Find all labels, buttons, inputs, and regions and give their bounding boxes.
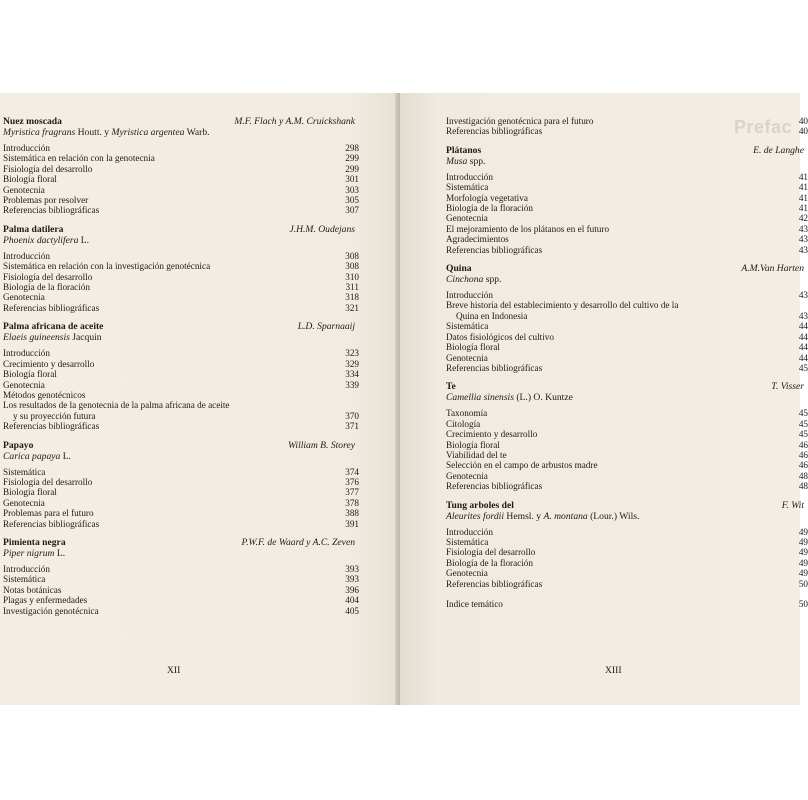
- toc-entry-page: 49: [798, 547, 808, 558]
- toc-entry: [446, 182, 808, 192]
- toc-section: [446, 145, 808, 255]
- toc-section-title: Palma datilera: [3, 223, 64, 235]
- toc-entry: [3, 380, 359, 390]
- toc-species-name: [3, 451, 359, 462]
- toc-entry: [3, 292, 359, 302]
- species-name-part: L.: [78, 234, 90, 246]
- right-page-number: XIII: [605, 665, 622, 676]
- toc-entry-page: 370: [345, 410, 359, 421]
- toc-entry-page: 49: [798, 557, 808, 568]
- toc-entry-page: 43: [798, 234, 808, 245]
- toc-entry-page: 46: [798, 449, 808, 460]
- toc-carryover: [446, 116, 808, 137]
- right-page: [400, 93, 808, 705]
- toc-entry: [446, 568, 808, 578]
- toc-entry-label: Indice temático: [446, 599, 503, 609]
- toc-entry: [446, 245, 808, 255]
- species-name-part: Phoenix dactylifera: [3, 234, 79, 246]
- toc-entry: [446, 579, 808, 589]
- toc-entry-label: Introducción: [446, 290, 493, 301]
- toc-entry-label: Genotecnia: [446, 568, 488, 579]
- toc-entry-label: Biología de la floración: [446, 557, 533, 568]
- toc-entry: [446, 332, 808, 342]
- toc-section-author: William B. Storey: [287, 439, 355, 451]
- toc-entry-page: 311: [345, 282, 359, 293]
- toc-section-header: [446, 381, 808, 392]
- toc-entry-label: Genotecnia: [446, 213, 488, 224]
- toc-entry-label: Sistemática: [446, 182, 489, 193]
- species-name-part: Musa: [446, 155, 468, 167]
- toc-entry-label: Biología floral: [3, 369, 57, 380]
- toc-entry-label: Genotecnia: [3, 497, 45, 508]
- toc-entry: [446, 290, 808, 300]
- toc-species-name: [446, 156, 808, 167]
- toc-entry-label: Sistemática: [446, 321, 489, 332]
- toc-entry: [3, 143, 359, 153]
- toc-entry: [3, 508, 359, 518]
- left-page-contents: [3, 116, 359, 624]
- toc-entry: [3, 564, 359, 574]
- toc-entry-label: Sistemática: [446, 536, 489, 547]
- toc-entry: [3, 369, 359, 379]
- toc-entry-page: 404: [345, 595, 359, 606]
- toc-entry: [446, 460, 808, 470]
- toc-entry: [446, 471, 808, 481]
- toc-species-name: [3, 332, 359, 343]
- toc-section-title: Plátanos: [446, 144, 482, 156]
- species-name-part: Hemsl. y: [504, 510, 544, 522]
- toc-entry-page: 44: [798, 331, 808, 342]
- toc-entry-page: 393: [345, 563, 359, 574]
- toc-section: [3, 116, 359, 216]
- species-name-part: Aleurites fordii: [446, 510, 505, 522]
- toc-entry: [3, 348, 359, 358]
- toc-species-name: [3, 235, 359, 246]
- toc-entry: [446, 224, 808, 234]
- toc-entry: [3, 487, 359, 497]
- toc-entry-label: Agradecimientos: [446, 234, 509, 245]
- toc-entry-label: Fisiología del desarrollo: [3, 271, 93, 282]
- toc-entry-label: Genotecnia: [446, 352, 488, 363]
- toc-entry-label: Biología floral: [446, 342, 500, 353]
- toc-entry-label: Métodos genotécnicos: [3, 389, 86, 400]
- toc-entry-page: 308: [345, 261, 359, 272]
- toc-entry: [446, 537, 808, 547]
- toc-section-author: J.H.M. Oudejans: [289, 223, 355, 235]
- species-name-part: (L.) O. Kuntze: [513, 392, 573, 404]
- toc-section: [446, 500, 808, 589]
- toc-section: [446, 263, 808, 373]
- toc-entry-label: Referencias bibliográficas: [3, 205, 100, 216]
- toc-entry-page: 329: [345, 358, 359, 369]
- toc-entry-page: 49: [798, 526, 808, 537]
- toc-entry: [3, 595, 359, 605]
- toc-entry-label: Notas botánicas: [3, 584, 62, 595]
- toc-entry: [446, 213, 808, 223]
- toc-entry-label: Referencias bibliográficas: [446, 126, 543, 137]
- toc-entry-page: 49: [798, 568, 808, 579]
- toc-entry: [446, 429, 808, 439]
- toc-entry-page: 374: [345, 466, 359, 477]
- toc-entry-label: Biología de la floración: [446, 203, 533, 214]
- toc-entry-label: Investigación genotécnica para el futuro: [446, 116, 594, 126]
- toc-entry-label: Sistemática: [3, 466, 46, 477]
- toc-entry-label: Introducción: [446, 171, 493, 182]
- toc-entry-page: 371: [345, 421, 359, 432]
- toc-section-author: L.D. Sparnaaij: [297, 321, 355, 333]
- toc-entry: [446, 353, 808, 363]
- toc-entry-page: 46: [798, 460, 808, 471]
- toc-entry-page: 376: [345, 476, 359, 487]
- toc-entry: [446, 342, 808, 352]
- toc-entry: [3, 606, 359, 616]
- toc-entry: [446, 440, 808, 450]
- toc-entry: [3, 205, 359, 215]
- toc-section-title: Papayo: [3, 439, 34, 451]
- toc-entry-page: 41: [798, 171, 808, 182]
- toc-entry-page: 301: [345, 174, 359, 185]
- toc-entry-page: 396: [345, 584, 359, 595]
- toc-entry-label: Referencias bibliográficas: [446, 244, 543, 255]
- toc-entry: [3, 185, 359, 195]
- species-name-part: A. montana: [543, 510, 588, 522]
- toc-entry-page: 298: [345, 143, 359, 153]
- toc-entry-page: 323: [345, 348, 359, 359]
- toc-entry-page: 41: [798, 192, 808, 203]
- toc-entry: [3, 421, 359, 431]
- toc-entry: [446, 311, 808, 321]
- toc-entry-page: 41: [798, 182, 808, 193]
- left-page: [0, 93, 398, 705]
- toc-entry-label: Los resultados de la genotecnia de la palma africana de aceite: [3, 400, 230, 411]
- toc-entry-label: Referencias bibliográficas: [446, 481, 543, 492]
- toc-entry-page: 40: [798, 126, 808, 137]
- bleed-through-heading: Prefac: [734, 117, 793, 137]
- toc-entry-label: Sistemática en relación con la investigación genotécnica: [3, 261, 211, 272]
- toc-entry: [3, 477, 359, 487]
- toc-entry-page: 310: [345, 271, 359, 282]
- toc-entry: [3, 282, 359, 292]
- toc-entry: [446, 558, 808, 568]
- toc-section-author: M.F. Flach y A.M. Cruickshank: [234, 116, 355, 127]
- toc-entry-page: 308: [345, 250, 359, 261]
- toc-entry: [446, 126, 808, 136]
- toc-entry: [3, 174, 359, 184]
- toc-section: [3, 537, 359, 616]
- toc-entry: [446, 450, 808, 460]
- toc-entry-label: Introducción: [3, 250, 50, 261]
- toc-section-header: [3, 321, 359, 332]
- toc-entry-page: 299: [345, 153, 359, 164]
- toc-section-header: [446, 263, 808, 274]
- toc-entry: [3, 574, 359, 584]
- toc-species-name: [3, 127, 359, 138]
- toc-entry: [446, 300, 808, 310]
- toc-entry-label: Crecimiento y desarrollo: [446, 429, 538, 440]
- toc-section-header: [3, 537, 359, 548]
- toc-section-header: [3, 224, 359, 235]
- toc-section-header: [446, 500, 808, 511]
- toc-species-name: [446, 392, 808, 403]
- toc-entry-label: Genotecnia: [3, 292, 45, 303]
- toc-section: [3, 321, 359, 431]
- toc-entry-label: Quina en Indonesia: [456, 310, 528, 321]
- species-name-part: spp.: [483, 274, 502, 286]
- toc-entry-label: Fisiología del desarrollo: [3, 476, 93, 487]
- toc-entry: [446, 172, 808, 182]
- toc-entry-label: Breve historia del establecimiento y desarrollo del cultivo de la: [446, 300, 679, 311]
- species-name-part: Warb.: [184, 127, 210, 138]
- toc-entry: [3, 411, 359, 421]
- toc-entry: [3, 303, 359, 313]
- toc-entry-page: 40: [798, 116, 808, 126]
- toc-entry: [3, 272, 359, 282]
- species-name-part: Camellia sinensis: [446, 392, 514, 404]
- species-name-part: Myristica argentea: [111, 127, 185, 138]
- toc-entry-label: Referencias bibliográficas: [3, 302, 100, 313]
- species-name-part: Elaeis guineensis: [3, 332, 70, 344]
- toc-species-name: [446, 274, 808, 285]
- toc-entry: [446, 408, 808, 418]
- left-page-number: XII: [167, 665, 181, 676]
- toc-section-title: Palma africana de aceite: [3, 321, 104, 333]
- species-name-part: spp.: [467, 155, 486, 167]
- toc-entry-label: Taxonomía: [446, 408, 488, 419]
- toc-entry-label: Morfología vegetativa: [446, 192, 528, 203]
- toc-entry-label: Genotecnia: [446, 470, 488, 481]
- toc-entry-page: 305: [345, 195, 359, 206]
- book-spread: [0, 93, 808, 705]
- toc-entry-label: Genotecnia: [3, 184, 45, 195]
- toc-entry-label: Plagas y enfermedades: [3, 595, 88, 606]
- toc-section-author: T. Visser: [771, 381, 804, 393]
- toc-entry-label: Introducción: [446, 526, 493, 537]
- toc-entry-label: El mejoramiento de los plátanos en el futuro: [446, 223, 610, 234]
- toc-species-name: [3, 548, 359, 559]
- toc-entry-page: 43: [798, 244, 808, 255]
- toc-entry-page: 339: [345, 379, 359, 390]
- toc-entry-label: Problemas por resolver: [3, 195, 89, 206]
- toc-entry-page: 41: [798, 203, 808, 214]
- toc-species-name: [446, 511, 808, 522]
- toc-entry-label: Datos fisiológicos del cultivo: [446, 331, 554, 342]
- toc-entry-page: 43: [798, 223, 808, 234]
- toc-entry-page: 318: [345, 292, 359, 303]
- toc-entry-page: 44: [798, 352, 808, 363]
- right-page-contents: [446, 116, 808, 609]
- species-name-part: Piper nigrum: [3, 547, 55, 559]
- toc-entry-label: Crecimiento y desarrollo: [3, 358, 95, 369]
- toc-entry-label: Introducción: [3, 143, 50, 153]
- toc-section-author: P.W.F. de Waard y A.C. Zeven: [241, 536, 355, 548]
- toc-index-entry: [446, 599, 808, 609]
- toc-entry-label: Citología: [446, 418, 481, 429]
- toc-entry-page: 43: [798, 290, 808, 301]
- toc-entry: [446, 234, 808, 244]
- toc-entry: [446, 527, 808, 537]
- toc-entry: [3, 261, 359, 271]
- toc-entry-label: Problemas para el futuro: [3, 508, 94, 519]
- toc-entry-page: 45: [798, 362, 808, 373]
- toc-entry-page: 388: [345, 508, 359, 519]
- toc-entry-page: 44: [798, 321, 808, 332]
- toc-entry: [3, 153, 359, 163]
- toc-entry: [3, 359, 359, 369]
- toc-entry: [446, 321, 808, 331]
- toc-section: [3, 224, 359, 313]
- toc-entry-page: 42: [798, 213, 808, 224]
- species-name-part: Houtt. y: [75, 127, 112, 138]
- toc-entry-page: 50: [798, 578, 808, 589]
- toc-entry-page: 45: [798, 429, 808, 440]
- toc-section-author: A.M.Van Harten: [741, 263, 804, 275]
- toc-entry-page: 307: [345, 205, 359, 216]
- toc-section-title: Pimienta negra: [3, 536, 66, 548]
- species-name-part: L.: [54, 547, 66, 559]
- toc-entry-page: 50: [798, 599, 808, 609]
- species-name-part: Myristica fragrans: [3, 127, 76, 138]
- species-name-part: Carica papaya: [3, 450, 61, 462]
- toc-entry-page: 48: [798, 481, 808, 492]
- toc-section-header: [3, 440, 359, 451]
- toc-section-author: E. de Langhe: [753, 144, 804, 156]
- toc-entry-label: y su proyección futura: [13, 410, 96, 421]
- toc-entry-page: 48: [798, 470, 808, 481]
- toc-entry-label: Fisiología del desarrollo: [446, 547, 536, 558]
- toc-section-title: Tung arboles del: [446, 499, 514, 511]
- species-name-part: Jacquin: [69, 332, 102, 344]
- toc-section-header: [3, 116, 359, 127]
- toc-section-header: [446, 145, 808, 156]
- toc-section-author: F. Wit: [781, 499, 804, 511]
- toc-entry: [446, 547, 808, 557]
- toc-entry-label: Referencias bibliográficas: [3, 518, 100, 529]
- toc-entry: [3, 585, 359, 595]
- toc-entry-label: Selección en el campo de arbustos madre: [446, 460, 598, 471]
- toc-entry: [446, 481, 808, 491]
- toc-entry-page: 43: [798, 310, 808, 321]
- toc-entry-page: 46: [798, 439, 808, 450]
- toc-entry: [3, 519, 359, 529]
- toc-section: [3, 440, 359, 529]
- toc-entry-label: Viabilidad del te: [446, 449, 507, 460]
- species-name-part: L.: [60, 450, 71, 462]
- toc-entry: [3, 467, 359, 477]
- toc-entry-label: Sistemática en relación con la genotecnia: [3, 153, 155, 164]
- toc-entry: [446, 203, 808, 213]
- toc-entry: [446, 363, 808, 373]
- toc-entry-page: 44: [798, 342, 808, 353]
- toc-section: [446, 381, 808, 491]
- toc-entry-page: 49: [798, 536, 808, 547]
- toc-section-title: Quina: [446, 263, 472, 275]
- toc-entry: [3, 251, 359, 261]
- toc-entry: [3, 390, 359, 400]
- toc-section-title: Nuez moscada: [3, 116, 62, 127]
- toc-entry-page: 378: [345, 497, 359, 508]
- toc-entry-label: Referencias bibliográficas: [446, 578, 543, 589]
- toc-entry: [446, 116, 808, 126]
- toc-entry-label: Biología de la floración: [3, 282, 90, 293]
- toc-entry: [446, 193, 808, 203]
- toc-entry-page: 334: [345, 369, 359, 380]
- toc-entry: [446, 419, 808, 429]
- toc-entry-page: 393: [345, 574, 359, 585]
- toc-entry-page: 45: [798, 418, 808, 429]
- toc-entry-label: Biología floral: [3, 174, 57, 185]
- toc-entry-page: 45: [798, 408, 808, 419]
- toc-entry-page: 299: [345, 163, 359, 174]
- toc-entry-label: Investigación genotécnica: [3, 605, 99, 616]
- toc-section-title: Te: [446, 381, 456, 393]
- toc-entry-label: Referencias bibliográficas: [3, 421, 100, 432]
- toc-entry: [3, 195, 359, 205]
- toc-entry-label: Biología floral: [446, 439, 500, 450]
- species-name-part: Cinchona: [446, 274, 484, 286]
- toc-entry-label: Referencias bibliográficas: [446, 362, 543, 373]
- toc-entry-page: 405: [345, 605, 359, 616]
- species-name-part: (Lour.) Wils.: [587, 510, 640, 522]
- toc-entry-label: Introducción: [3, 348, 50, 359]
- toc-entry-label: Introducción: [3, 563, 50, 574]
- toc-entry-label: Fisiología del desarrollo: [3, 163, 93, 174]
- toc-entry-page: 391: [345, 518, 359, 529]
- toc-entry-page: 377: [345, 487, 359, 498]
- toc-entry-page: 303: [345, 184, 359, 195]
- toc-entry: [3, 400, 359, 410]
- toc-entry-label: Biología floral: [3, 487, 57, 498]
- toc-entry: [3, 164, 359, 174]
- toc-entry: [3, 498, 359, 508]
- toc-entry-label: Sistemática: [3, 574, 46, 585]
- toc-entry-page: 321: [345, 302, 359, 313]
- toc-entry-label: Genotecnia: [3, 379, 45, 390]
